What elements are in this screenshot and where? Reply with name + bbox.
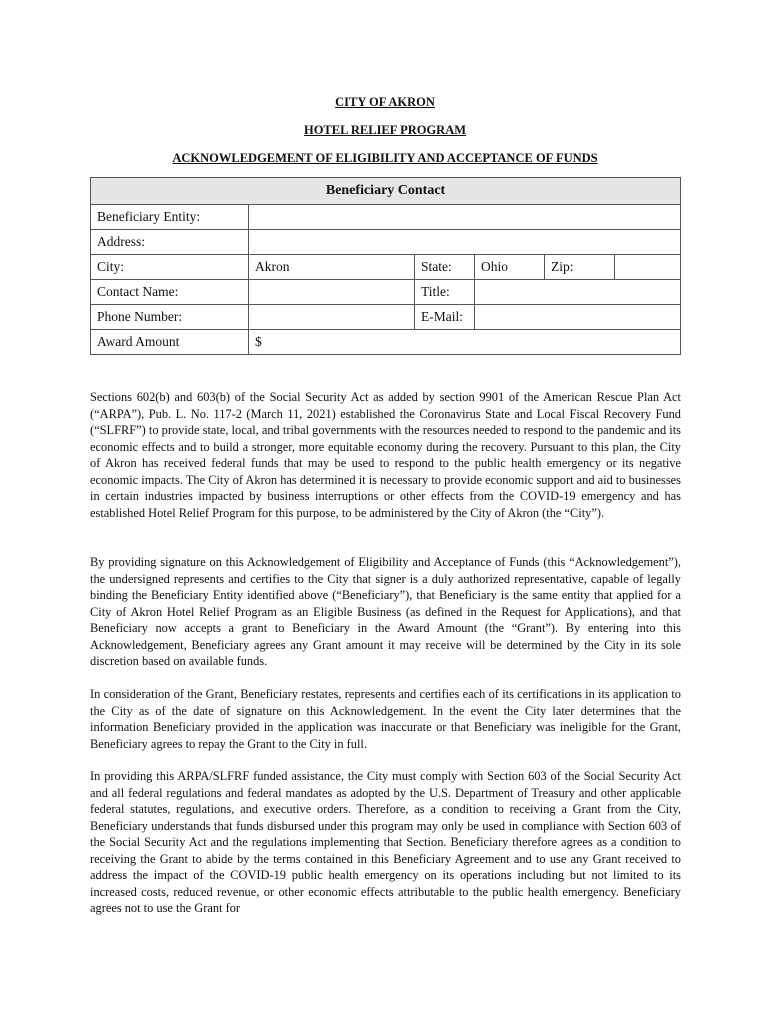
email-field[interactable] [475, 305, 681, 330]
state-label: State: [415, 255, 475, 280]
paragraph-signature-certification: By providing signature on this Acknowledgement of Eligibility and Acceptance of Funds (this “Acknowledgement”), the undersigned represents and certifies to the City that signer is a duly authorized representative, capable of legally binding the Beneficiary Entity identified above (“Beneficiary”), that Beneficiary is the same entity that applied for a City of Akron Hotel Relief Program as an Eligible Business (as defined in the Request for Applications), and that Beneficiary now accepts a grant to Beneficiary in the Award Amount (the “Grant”). By entering into this Acknowledgement, Beneficiary agrees any Grant amount it may receive will be determined by the City in its sole discretion based on available funds. [90, 555, 681, 668]
address-label: Address: [91, 230, 249, 255]
title-field[interactable] [475, 280, 681, 305]
award-amount-field[interactable]: $ [249, 330, 681, 355]
email-label: E-Mail: [415, 305, 475, 330]
state-field[interactable]: Ohio [475, 255, 545, 280]
contact-name-label: Contact Name: [91, 280, 249, 305]
title-label: Title: [415, 280, 475, 305]
entity-label: Beneficiary Entity: [91, 205, 249, 230]
table-heading: Beneficiary Contact [91, 178, 681, 205]
address-field[interactable] [249, 230, 681, 255]
city-heading: CITY OF AKRON [335, 95, 435, 109]
program-heading: HOTEL RELIEF PROGRAM [303, 123, 467, 137]
city-label: City: [91, 255, 249, 280]
entity-field[interactable] [249, 205, 681, 230]
contact-name-field[interactable] [249, 280, 415, 305]
city-field[interactable]: Akron [249, 255, 415, 280]
beneficiary-contact-table [90, 177, 681, 355]
paragraph-grant-consideration: In consideration of the Grant, Beneficiary restates, represents and certifies each of its certifications in its application to the City as of the date of signature on this Acknowledgement. In the event the City later determines that the information Beneficiary provided in the application was inaccurate or that Beneficiary was ineligible for the Grant, Beneficiary agrees to repay the Grant to the City in full. [90, 687, 681, 751]
paragraph-federal-compliance: In providing this ARPA/SLFRF funded assistance, the City must comply with Section 603 of the Social Security Act and all federal regulations and federal mandates as adopted by the U.S. Department of Treasury and other applicable federal statutes, regulations, and executive orders. Therefore, as a condition to receiving a Grant from the City, Beneficiary understands that funds disbursed under this program may only be used in compliance with Section 603 of the Social Security Act and the regulations implementing that Section. Beneficiary therefore agrees as a condition to receiving the Grant to abide by the terms contained in this Beneficiary Agreement and to use any Grant received to address the impact of the COVID-19 public health emergency on its operations including but not limited to its increased costs, reduced revenue, or other economic effects attributable to the public health emergency. Beneficiary agrees not to use the Grant for [90, 769, 681, 915]
paragraph-arpa-background: Sections 602(b) and 603(b) of the Social Security Act as added by section 9901 of the American Rescue Plan Act (“ARPA”), Pub. L. No. 117-2 (March 11, 2021) established the Coronavirus State and Local Fiscal Recovery Fund (“SLFRF”) to provide state, local, and tribal governments with the resources needed to respond to the pandemic and its economic effects and to build a stronger, more equitable economy during the recovery. Pursuant to this plan, the City of Akron has received federal funds that may be used to respond to the public health emergency or its negative economic impacts. The City of Akron has determined it is necessary to provide economic support and aid to businesses in certain industries impacted by business interruptions or other effects from the COVID-19 emergency and has established Hotel Relief Program for this purpose, to be administered by the City of Akron (the “City”). [90, 390, 681, 520]
zip-label: Zip: [545, 255, 615, 280]
award-amount-label: Award Amount [91, 330, 249, 355]
zip-field[interactable] [615, 255, 681, 280]
document-title: ACKNOWLEDGEMENT OF ELIGIBILITY AND ACCEPTANCE OF FUNDS [172, 151, 598, 165]
phone-label: Phone Number: [91, 305, 249, 330]
phone-field[interactable] [249, 305, 415, 330]
